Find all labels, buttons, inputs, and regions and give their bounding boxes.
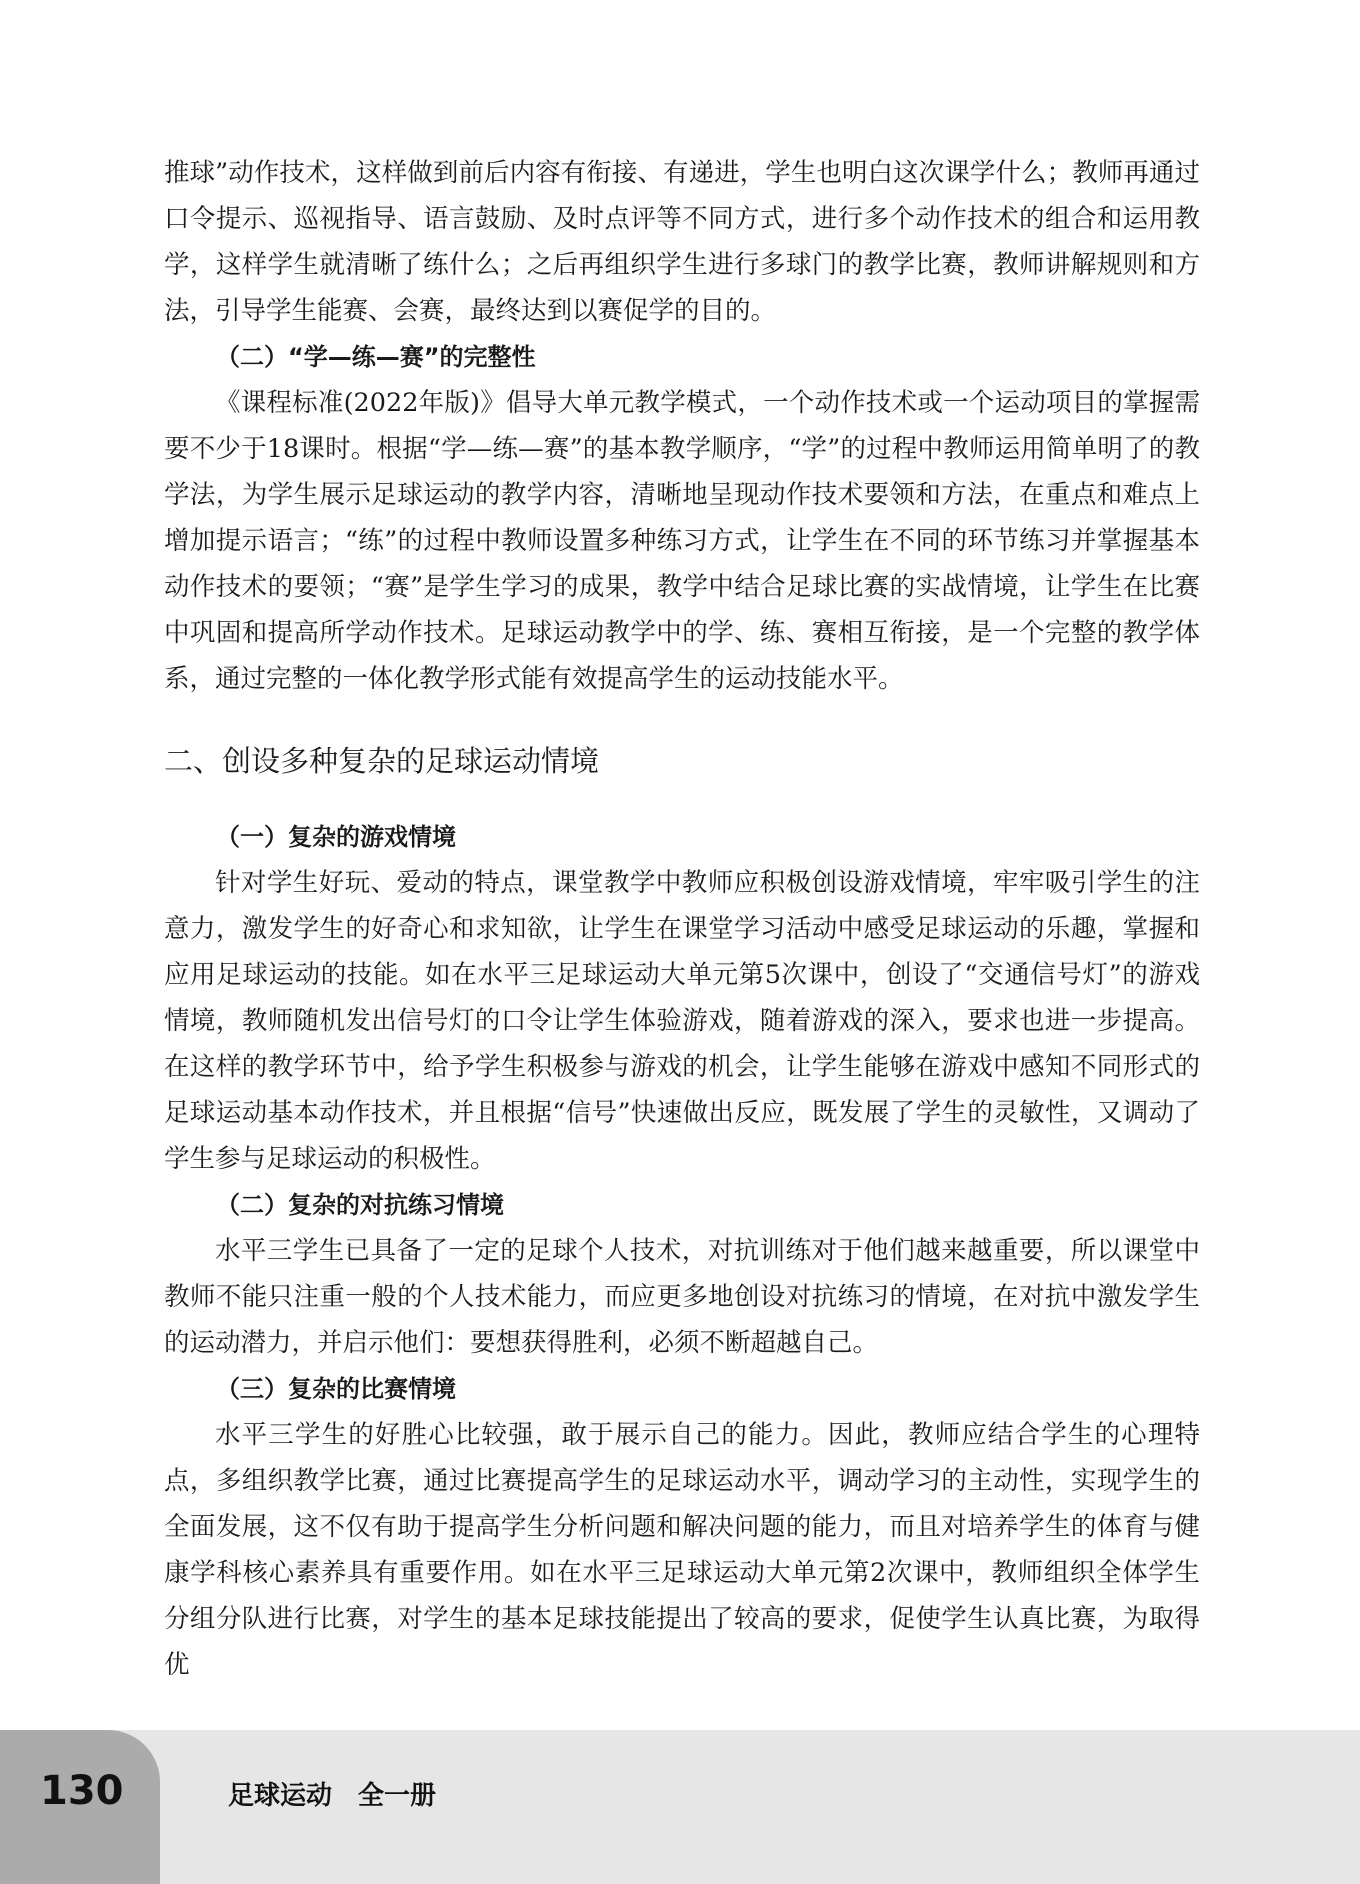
paragraph-competition-situation: 水平三学生的好胜心比较强，敢于展示自己的能力。因此，教师应结合学生的心理特点，多组织教学比赛，通过比赛提高学生的足球运动水平，调动学习的主动性，实现学生的全面发展，这不仅有助于提高学生分析问题和解决问题的能力，而且对培养学生的体育与健康学科核心素养具有重要作用。如在水平三足球运动大单元第2次课中，教师组织全体学生分组分队进行比赛，对学生的基本足球技能提出了较高的要求，促使学生认真比赛，为取得优 [164, 1420, 1200, 1680]
paragraph-game-situation: 针对学生好玩、爱动的特点，课堂教学中教师应积极创设游戏情境，牢牢吸引学生的注意力，激发学生的好奇心和求知欲，让学生在课堂学习活动中感受足球运动的乐趣，掌握和应用足球运动的技能。如在水平三足球运动大单元第5次课中，创设了“交通信号灯”的游戏情境，教师随机发出信号灯的口令让学生体验游戏，随着游戏的深入，要求也进一步提高。在这样的教学环节中，给予学生积极参与游戏的机会，让学生能够在游戏中感知不同形式的足球运动基本动作技术，并且根据“信号”快速做出反应，既发展了学生的灵敏性，又调动了学生参与足球运动的积极性。 [164, 868, 1200, 1174]
page-number: 130 [40, 1768, 124, 1814]
page-body [164, 150, 1200, 1688]
subheading-confrontation-situation: （二）复杂的对抗练习情境 [216, 1191, 504, 1219]
subheading-game-situation: （一）复杂的游戏情境 [216, 823, 456, 851]
page-number-tab [0, 1730, 160, 1884]
paragraph-confrontation-situation: 水平三学生已具备了一定的足球个人技术，对抗训练对于他们越来越重要，所以课堂中教师不能只注重一般的个人技术能力，而应更多地创设对抗练习的情境，在对抗中激发学生的运动潜力，并启示他们：要想获得胜利，必须不断超越自己。 [164, 1236, 1200, 1358]
book-title: 足球运动 全一册 [228, 1781, 437, 1811]
page-footer [0, 1730, 1360, 1884]
section-heading-situations: 二、创设多种复杂的足球运动情境 [164, 744, 600, 778]
paragraph-curriculum-standard: 《课程标准(2022年版)》倡导大单元教学模式，一个动作技术或一个运动项目的掌握需要不少于18课时。根据“学—练—赛”的基本教学顺序，“学”的过程中教师运用简单明了的教学法，为学生展示足球运动的教学内容，清晰地呈现动作技术要领和方法，在重点和难点上增加提示语言；“练”的过程中教师设置多种练习方式，让学生在不同的环节练习并掌握基本动作技术的要领；“赛”是学生学习的成果，教学中结合足球比赛的实战情境，让学生在比赛中巩固和提高所学动作技术。足球运动教学中的学、练、赛相互衔接，是一个完整的教学体系，通过完整的一体化教学形式能有效提高学生的运动技能水平。 [164, 388, 1200, 694]
subheading-completeness: （二）“学—练—赛”的完整性 [216, 343, 536, 371]
subheading-competition-situation: （三）复杂的比赛情境 [216, 1375, 456, 1403]
paragraph-continuation: 推球”动作技术，这样做到前后内容有衔接、有递进，学生也明白这次课学什么；教师再通过口令提示、巡视指导、语言鼓励、及时点评等不同方式，进行多个动作技术的组合和运用教学，这样学生就清晰了练什么；之后再组织学生进行多球门的教学比赛，教师讲解规则和方法，引导学生能赛、会赛，最终达到以赛促学的目的。 [164, 158, 1200, 326]
